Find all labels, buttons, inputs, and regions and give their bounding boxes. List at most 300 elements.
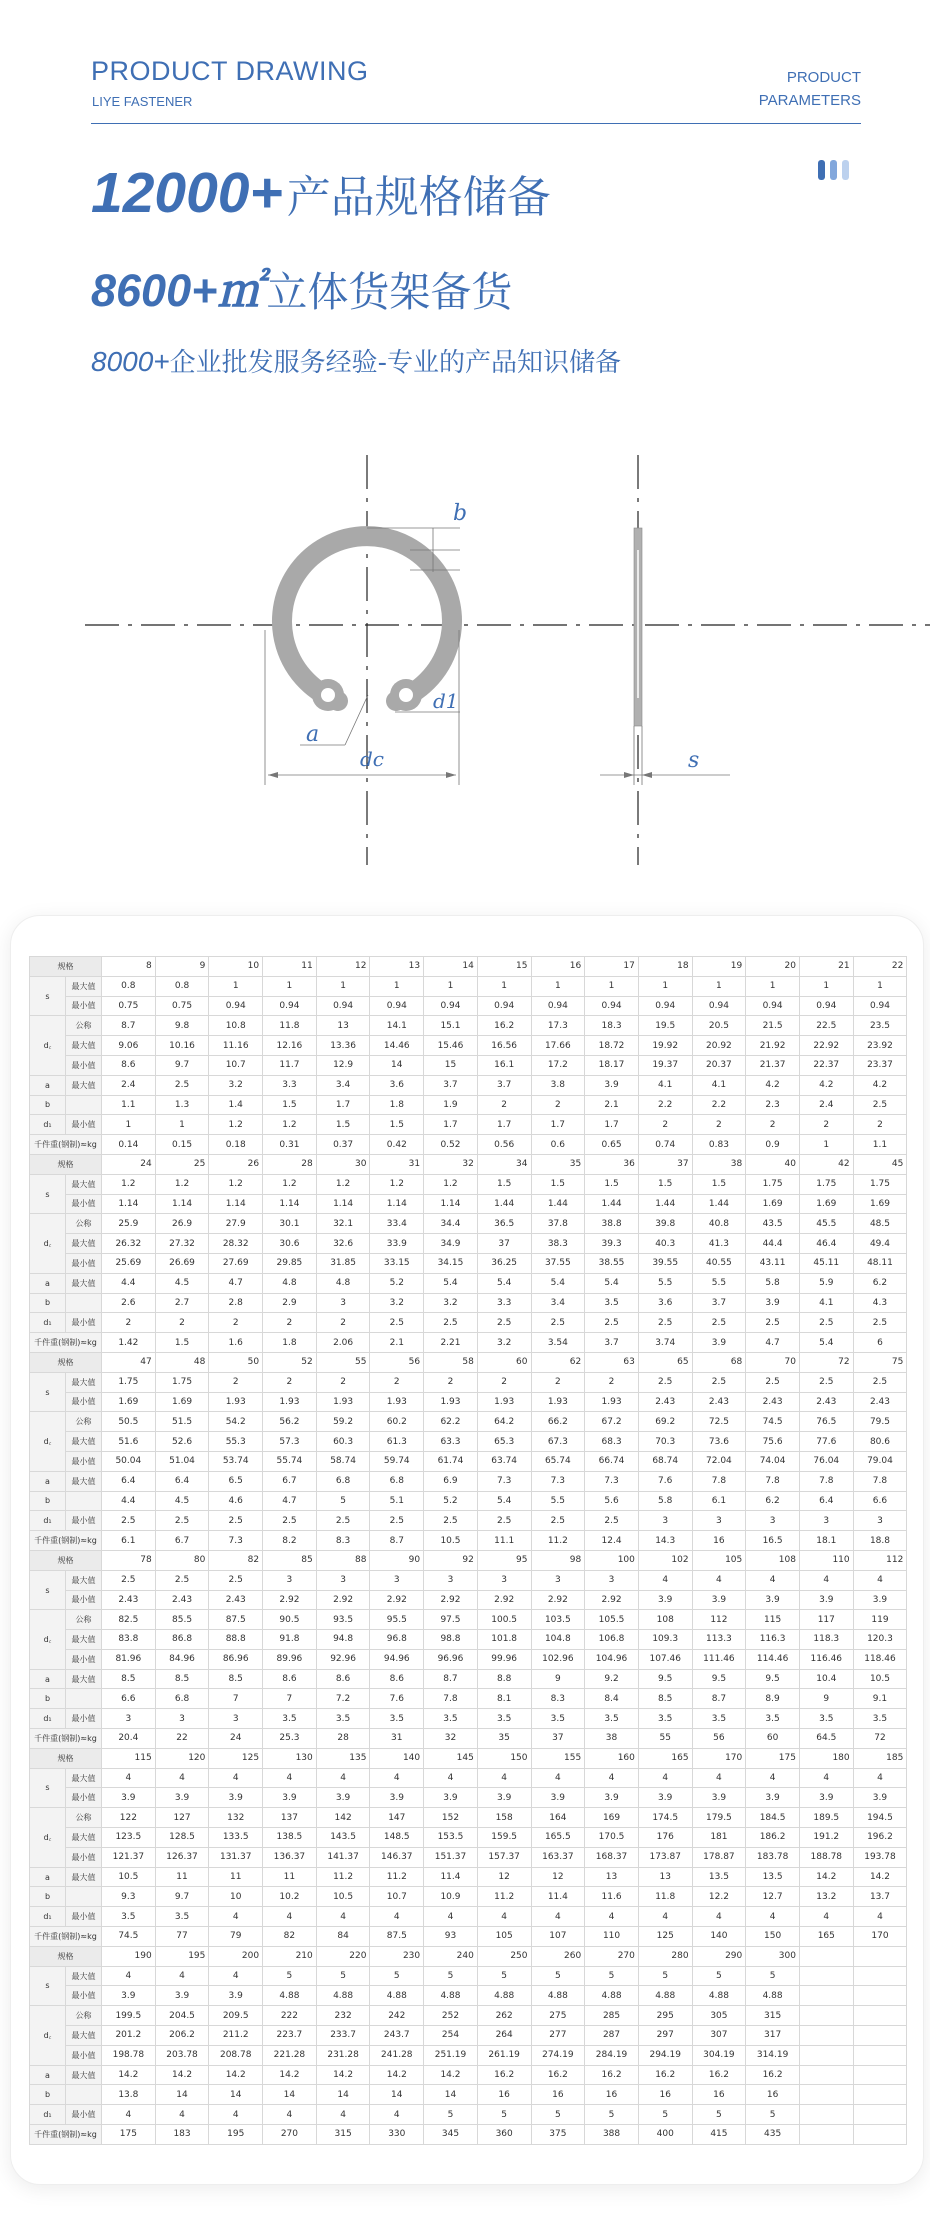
value-cell: 2.4 [799, 1095, 853, 1115]
value-cell: 72.5 [692, 1412, 746, 1432]
value-cell: 3.2 [477, 1333, 531, 1353]
value-cell: 85.5 [155, 1610, 209, 1630]
value-cell: 51.5 [155, 1412, 209, 1432]
value-cell: 4 [102, 1966, 156, 1986]
value-cell: 2.5 [155, 1511, 209, 1531]
size-cell: 105 [692, 1550, 746, 1570]
value-cell: 199.5 [102, 2006, 156, 2026]
value-cell: 51.6 [102, 1432, 156, 1452]
row-sub-label: 公称 [66, 1808, 102, 1828]
value-cell: 20.92 [692, 1036, 746, 1056]
value-cell: 22.37 [799, 1055, 853, 1075]
value-cell [853, 2065, 907, 2085]
value-cell: 26.69 [155, 1253, 209, 1273]
value-cell: 12 [477, 1867, 531, 1887]
value-cell: 4 [155, 2105, 209, 2125]
row-sub-label: 最大值 [66, 1471, 102, 1491]
value-cell: 3 [424, 1570, 478, 1590]
value-cell: 16.2 [531, 2065, 585, 2085]
value-cell: 4 [316, 1907, 370, 1927]
row-sub-label: 最小值 [66, 1709, 102, 1729]
value-cell: 107 [531, 1927, 585, 1947]
value-cell: 206.2 [155, 2026, 209, 2046]
value-cell: 16.5 [746, 1531, 800, 1551]
header-subtitle: LIYE FASTENER [92, 94, 193, 109]
value-cell: 150 [746, 1927, 800, 1947]
value-cell: 66.74 [585, 1451, 639, 1471]
value-cell: 12 [531, 1867, 585, 1887]
value-cell: 4 [424, 1907, 478, 1927]
value-cell: 4 [853, 1768, 907, 1788]
row-group-label: d₁ [30, 1709, 66, 1729]
value-cell: 152 [424, 1808, 478, 1828]
size-cell: 48 [155, 1352, 209, 1372]
value-cell: 0.83 [692, 1135, 746, 1155]
header-right [759, 66, 861, 112]
value-cell: 13.5 [746, 1867, 800, 1887]
value-cell: 57.3 [263, 1432, 317, 1452]
row-group-label: d꜀ [30, 1412, 66, 1471]
s-min-row [30, 1194, 907, 1214]
value-cell: 50.5 [102, 1412, 156, 1432]
size-cell: 290 [692, 1946, 746, 1966]
value-cell: 148.5 [370, 1828, 424, 1848]
size-cell: 120 [155, 1748, 209, 1768]
value-cell: 5.2 [370, 1273, 424, 1293]
value-cell: 1.93 [316, 1392, 370, 1412]
dc-max-row [30, 1234, 907, 1254]
row-sub-label: 公称 [66, 1214, 102, 1234]
row-sub-label: 最小值 [66, 1194, 102, 1214]
value-cell [853, 2026, 907, 2046]
value-cell: 12.7 [746, 1887, 800, 1907]
value-cell: 1.14 [209, 1194, 263, 1214]
value-cell: 68.74 [638, 1451, 692, 1471]
value-cell: 79.04 [853, 1451, 907, 1471]
size-cell: 80 [155, 1550, 209, 1570]
value-cell: 74.5 [746, 1412, 800, 1432]
size-cell: 19 [692, 957, 746, 977]
value-cell: 6.1 [102, 1531, 156, 1551]
size-cell: 63 [585, 1352, 639, 1372]
value-cell: 6.8 [155, 1689, 209, 1709]
value-cell: 91.8 [263, 1630, 317, 1650]
value-cell: 64.5 [799, 1729, 853, 1749]
value-cell [799, 1986, 853, 2006]
value-cell: 3.2 [209, 1075, 263, 1095]
value-cell: 103.5 [531, 1610, 585, 1630]
value-cell: 56.2 [263, 1412, 317, 1432]
dc-nominal-row [30, 1808, 907, 1828]
value-cell: 25.9 [102, 1214, 156, 1234]
value-cell: 2.5 [799, 1372, 853, 1392]
value-cell: 5.4 [424, 1273, 478, 1293]
headline-warehouse [91, 254, 512, 319]
value-cell: 56 [692, 1729, 746, 1749]
value-cell: 1.93 [370, 1392, 424, 1412]
value-cell: 0.94 [424, 996, 478, 1016]
value-cell: 72 [853, 1729, 907, 1749]
size-cell: 165 [638, 1748, 692, 1768]
value-cell: 13.36 [316, 1036, 370, 1056]
value-cell: 2 [585, 1372, 639, 1392]
value-cell: 35 [477, 1729, 531, 1749]
row-group-label: s [30, 1966, 66, 2006]
value-cell: 105.5 [585, 1610, 639, 1630]
value-cell: 5 [477, 1966, 531, 1986]
row-sub-label: 最小值 [66, 1986, 102, 2006]
value-cell: 3 [155, 1709, 209, 1729]
value-cell: 4 [692, 1570, 746, 1590]
value-cell: 4 [370, 2105, 424, 2125]
value-cell: 0.94 [638, 996, 692, 1016]
value-cell: 287 [585, 2026, 639, 2046]
value-cell: 13.7 [853, 1887, 907, 1907]
value-cell: 13.8 [102, 2085, 156, 2105]
value-cell: 4 [531, 1907, 585, 1927]
value-cell: 174.5 [638, 1808, 692, 1828]
value-cell: 19.5 [638, 1016, 692, 1036]
value-cell: 115 [746, 1610, 800, 1630]
row-sub-label: 公称 [66, 1610, 102, 1630]
value-cell: 4 [799, 1768, 853, 1788]
value-cell: 3 [316, 1293, 370, 1313]
value-cell: 3.2 [370, 1293, 424, 1313]
value-cell: 2.5 [585, 1313, 639, 1333]
value-cell: 2.5 [370, 1313, 424, 1333]
value-cell: 5.4 [477, 1491, 531, 1511]
value-cell: 2.5 [477, 1313, 531, 1333]
value-cell: 3.4 [316, 1075, 370, 1095]
value-cell: 2.92 [585, 1590, 639, 1610]
value-cell: 3.5 [155, 1907, 209, 1927]
value-cell: 2.92 [263, 1590, 317, 1610]
headline-experience-number: 8000+ [91, 346, 170, 377]
value-cell: 2 [263, 1313, 317, 1333]
value-cell: 10.2 [263, 1887, 317, 1907]
size-cell: 82 [209, 1550, 263, 1570]
row-sub-label: 公称 [66, 1016, 102, 1036]
size-cell: 250 [477, 1946, 531, 1966]
value-cell: 108 [638, 1610, 692, 1630]
value-cell: 16 [638, 2085, 692, 2105]
row-group-label: d꜀ [30, 1610, 66, 1669]
dc-nominal-row [30, 1016, 907, 1036]
value-cell: 40.8 [692, 1214, 746, 1234]
size-cell: 38 [692, 1154, 746, 1174]
value-cell: 3.9 [209, 1788, 263, 1808]
value-cell: 16 [477, 2085, 531, 2105]
value-cell: 9.7 [155, 1887, 209, 1907]
value-cell: 5.1 [370, 1491, 424, 1511]
value-cell: 0.31 [263, 1135, 317, 1155]
value-cell: 5.5 [692, 1273, 746, 1293]
value-cell: 14.2 [853, 1867, 907, 1887]
value-cell: 4 [853, 1907, 907, 1927]
d1-row [30, 1709, 907, 1729]
value-cell: 1.44 [477, 1194, 531, 1214]
value-cell: 69.2 [638, 1412, 692, 1432]
value-cell: 23.37 [853, 1055, 907, 1075]
size-cell: 65 [638, 1352, 692, 1372]
value-cell: 106.8 [585, 1630, 639, 1650]
value-cell: 3.54 [531, 1333, 585, 1353]
value-cell: 305 [692, 2006, 746, 2026]
value-cell: 21.37 [746, 1055, 800, 1075]
size-cell [853, 1946, 907, 1966]
value-cell: 16.2 [477, 2065, 531, 2085]
value-cell: 34.15 [424, 1253, 478, 1273]
row-label: 千件重(钢制)≈kg [30, 1531, 102, 1551]
value-cell: 221.28 [263, 2045, 317, 2065]
dim-dc-arrow-left [268, 772, 278, 778]
value-cell: 1.75 [155, 1372, 209, 1392]
value-cell: 173.87 [638, 1847, 692, 1867]
product-drawing [0, 440, 930, 890]
row-group-label: a [30, 1273, 66, 1293]
value-cell: 14 [155, 2085, 209, 2105]
value-cell: 3.9 [316, 1788, 370, 1808]
value-cell: 3.7 [424, 1075, 478, 1095]
value-cell: 87.5 [370, 1927, 424, 1947]
value-cell: 233.7 [316, 2026, 370, 2046]
value-cell: 4.4 [102, 1273, 156, 1293]
size-cell: 85 [263, 1550, 317, 1570]
value-cell: 16.1 [477, 1055, 531, 1075]
value-cell: 14 [316, 2085, 370, 2105]
value-cell: 127 [155, 1808, 209, 1828]
value-cell: 90.5 [263, 1610, 317, 1630]
value-cell: 3.9 [692, 1788, 746, 1808]
size-cell: 300 [746, 1946, 800, 1966]
d1-row [30, 1511, 907, 1531]
value-cell: 8.5 [638, 1689, 692, 1709]
value-cell: 14.2 [102, 2065, 156, 2085]
a-row [30, 1273, 907, 1293]
dc-max-row [30, 1828, 907, 1848]
value-cell: 297 [638, 2026, 692, 2046]
value-cell: 7.6 [370, 1689, 424, 1709]
value-cell: 1.44 [692, 1194, 746, 1214]
a-row [30, 1075, 907, 1095]
value-cell: 3.9 [424, 1788, 478, 1808]
value-cell: 33.9 [370, 1234, 424, 1254]
value-cell: 4 [316, 1768, 370, 1788]
value-cell: 176 [638, 1828, 692, 1848]
value-cell: 2 [692, 1115, 746, 1135]
value-cell: 1.14 [263, 1194, 317, 1214]
value-cell: 38.8 [585, 1214, 639, 1234]
value-cell: 0.65 [585, 1135, 639, 1155]
value-cell: 39.3 [585, 1234, 639, 1254]
size-cell: 58 [424, 1352, 478, 1372]
size-cell: 34 [477, 1154, 531, 1174]
value-cell: 2.8 [209, 1293, 263, 1313]
value-cell: 3.3 [477, 1293, 531, 1313]
row-label: 千件重(钢制)≈kg [30, 1729, 102, 1749]
value-cell [853, 2125, 907, 2145]
row-group-label: b [30, 1491, 66, 1511]
value-cell: 3.9 [102, 1986, 156, 2006]
size-cell [799, 1946, 853, 1966]
value-cell: 5 [531, 1966, 585, 1986]
size-row [30, 1748, 907, 1768]
value-cell: 4.2 [746, 1075, 800, 1095]
value-cell: 1.2 [424, 1174, 478, 1194]
value-cell: 58.74 [316, 1451, 370, 1471]
value-cell: 10.5 [316, 1887, 370, 1907]
value-cell: 3.9 [209, 1986, 263, 2006]
value-cell: 1 [424, 976, 478, 996]
value-cell: 8.5 [102, 1669, 156, 1689]
value-cell: 88.8 [209, 1630, 263, 1650]
row-sub-label: 最大值 [66, 1174, 102, 1194]
value-cell: 1.2 [155, 1174, 209, 1194]
value-cell: 119 [853, 1610, 907, 1630]
value-cell: 7.8 [853, 1471, 907, 1491]
size-cell: 190 [102, 1946, 156, 1966]
d1-row [30, 1313, 907, 1333]
value-cell: 4 [316, 2105, 370, 2125]
value-cell: 2.5 [799, 1313, 853, 1333]
value-cell: 76.5 [799, 1412, 853, 1432]
value-cell [799, 2006, 853, 2026]
value-cell: 193.78 [853, 1847, 907, 1867]
value-cell: 5.5 [638, 1273, 692, 1293]
value-cell: 118.3 [799, 1630, 853, 1650]
value-cell: 6.5 [209, 1471, 263, 1491]
decorative-dots [818, 160, 854, 184]
d1-row [30, 1115, 907, 1135]
value-cell: 11.8 [263, 1016, 317, 1036]
value-cell: 0.52 [424, 1135, 478, 1155]
value-cell: 1.7 [424, 1115, 478, 1135]
value-cell: 31.85 [316, 1253, 370, 1273]
value-cell: 13.5 [692, 1867, 746, 1887]
s-min-row [30, 1788, 907, 1808]
row-sub-label: 最大值 [66, 2065, 102, 2085]
value-cell: 264 [477, 2026, 531, 2046]
value-cell: 2.1 [585, 1095, 639, 1115]
value-cell: 0.42 [370, 1135, 424, 1155]
value-cell: 3 [316, 1570, 370, 1590]
size-cell: 47 [102, 1352, 156, 1372]
value-cell: 5 [477, 2105, 531, 2125]
value-cell: 2.5 [531, 1511, 585, 1531]
value-cell: 4.3 [853, 1293, 907, 1313]
headline-warehouse-number: 8600+㎡ [91, 265, 263, 316]
row-label: 千件重(钢制)≈kg [30, 1333, 102, 1353]
value-cell: 400 [638, 2125, 692, 2145]
value-cell: 3.5 [692, 1709, 746, 1729]
value-cell: 3 [853, 1511, 907, 1531]
value-cell: 143.5 [316, 1828, 370, 1848]
value-cell: 7.8 [424, 1689, 478, 1709]
value-cell: 3.5 [585, 1709, 639, 1729]
value-cell: 11.2 [531, 1531, 585, 1551]
value-cell: 5 [424, 1966, 478, 1986]
value-cell: 50.04 [102, 1451, 156, 1471]
value-cell: 9.5 [638, 1669, 692, 1689]
headline-specs-text: 产品规格储备 [286, 172, 551, 223]
value-cell: 49.4 [853, 1234, 907, 1254]
value-cell: 18.3 [585, 1016, 639, 1036]
value-cell: 3.9 [692, 1333, 746, 1353]
value-cell: 8.3 [316, 1531, 370, 1551]
value-cell [853, 2105, 907, 2125]
value-cell: 63.3 [424, 1432, 478, 1452]
value-cell: 4 [692, 1907, 746, 1927]
row-group-label: a [30, 1075, 66, 1095]
row-group-label: b [30, 1689, 66, 1709]
value-cell: 13.2 [799, 1887, 853, 1907]
value-cell: 4 [799, 1570, 853, 1590]
row-sub-label: 最大值 [66, 1867, 102, 1887]
size-cell: 25 [155, 1154, 209, 1174]
weight-row [30, 1531, 907, 1551]
value-cell: 1.69 [853, 1194, 907, 1214]
value-cell: 0.75 [155, 996, 209, 1016]
size-cell: 70 [746, 1352, 800, 1372]
value-cell: 37.55 [531, 1253, 585, 1273]
value-cell: 8.6 [370, 1669, 424, 1689]
size-cell: 135 [316, 1748, 370, 1768]
value-cell: 18.72 [585, 1036, 639, 1056]
value-cell: 1.7 [477, 1115, 531, 1135]
weight-row [30, 1135, 907, 1155]
value-cell: 3.5 [853, 1709, 907, 1729]
a-row [30, 1471, 907, 1491]
size-cell: 55 [316, 1352, 370, 1372]
dc-max-row [30, 1432, 907, 1452]
value-cell: 178.87 [692, 1847, 746, 1867]
dc-nominal-row [30, 2006, 907, 2026]
value-cell: 16.56 [477, 1036, 531, 1056]
value-cell: 18.17 [585, 1055, 639, 1075]
row-sub-label: 最大值 [66, 1036, 102, 1056]
value-cell: 5.4 [585, 1273, 639, 1293]
weight-row [30, 1729, 907, 1749]
value-cell: 1 [531, 976, 585, 996]
size-cell: 16 [531, 957, 585, 977]
row-group-label: d꜀ [30, 2006, 66, 2065]
value-cell: 25.3 [263, 1729, 317, 1749]
dim-a-leader [345, 695, 368, 745]
row-label: 千件重(钢制)≈kg [30, 1927, 102, 1947]
row-sub-label: 最大值 [66, 1372, 102, 1392]
value-cell [853, 2006, 907, 2026]
value-cell: 2.43 [853, 1392, 907, 1412]
value-cell: 83.8 [102, 1630, 156, 1650]
value-cell: 170.5 [585, 1828, 639, 1848]
value-cell: 4.7 [746, 1333, 800, 1353]
value-cell: 6.1 [692, 1491, 746, 1511]
value-cell: 60.2 [370, 1412, 424, 1432]
value-cell: 14.2 [263, 2065, 317, 2085]
value-cell: 14 [209, 2085, 263, 2105]
circlip-ring [282, 536, 452, 701]
value-cell: 1.7 [531, 1115, 585, 1135]
spec-table-card [10, 915, 924, 2185]
value-cell: 113.3 [692, 1630, 746, 1650]
value-cell: 5 [638, 1966, 692, 1986]
value-cell: 15.1 [424, 1016, 478, 1036]
value-cell: 4 [585, 1768, 639, 1788]
size-cell: 36 [585, 1154, 639, 1174]
s-min-row [30, 996, 907, 1016]
value-cell: 3.5 [316, 1709, 370, 1729]
size-cell: 160 [585, 1748, 639, 1768]
